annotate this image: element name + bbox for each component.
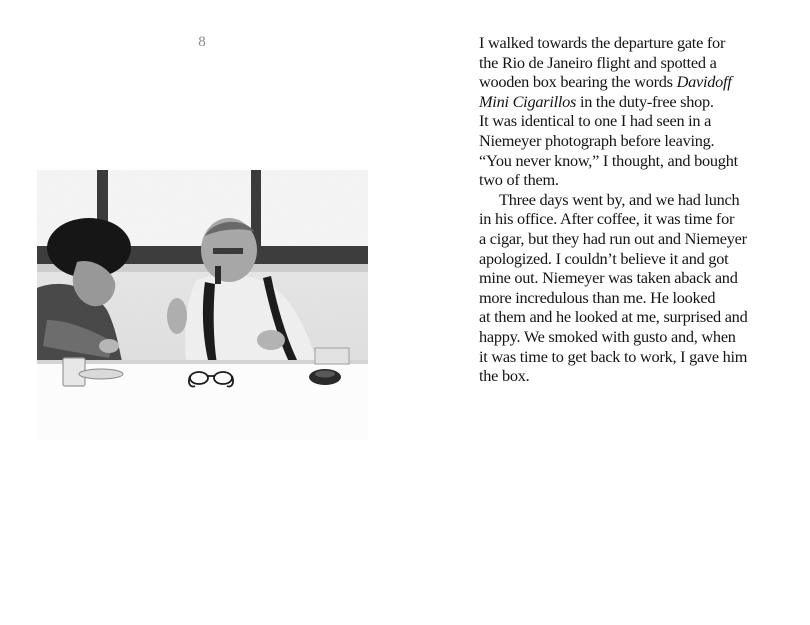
photo-cigar-box — [315, 348, 349, 364]
text-run: in the duty-free shop. — [576, 91, 714, 111]
italic-run: Davidoff — [676, 72, 732, 92]
text-line: Three days went by, and we had lunch — [499, 189, 740, 209]
text-line: a cigar, but they had run out and Niemeyer — [479, 228, 747, 248]
text-line: I walked towards the departure gate for — [479, 33, 726, 52]
text-line: mine out. Niemeyer was taken aback and — [479, 268, 738, 288]
italic-run: Mini Cigarillos — [479, 91, 577, 111]
text-line: the Rio de Janeiro flight and spotted a — [479, 52, 717, 72]
text-line: apologized. I couldn’t believe it and got — [479, 248, 729, 268]
text-line: happy. We smoked with gusto and, when — [479, 326, 736, 346]
text-line: It was identical to one I had seen in a — [479, 111, 712, 131]
paragraph-1 — [479, 33, 764, 190]
text-line: more incredulous than me. He looked — [479, 287, 716, 307]
text-line: the box. — [479, 366, 530, 386]
text-line: two of them. — [479, 170, 559, 190]
page-number: 8 — [198, 34, 206, 50]
text-line: at them and he looked at me, surprised and — [479, 307, 748, 327]
photo-two-men-at-table — [37, 170, 368, 440]
text-line: in his office. After coffee, it was time for — [479, 209, 735, 229]
photo-older-man-thumb-hand — [167, 298, 187, 334]
body-text — [479, 33, 764, 386]
text-line — [479, 72, 764, 92]
text-run: wooden box bearing the words — [479, 72, 677, 92]
text-line: it was time to get back to work, I gave him — [479, 346, 748, 366]
paragraph-2 — [479, 190, 764, 386]
text-line: Niemeyer photograph before leaving. — [479, 130, 715, 150]
text-line: “You never know,” I thought, and bought — [479, 150, 738, 170]
text-line — [479, 92, 764, 112]
